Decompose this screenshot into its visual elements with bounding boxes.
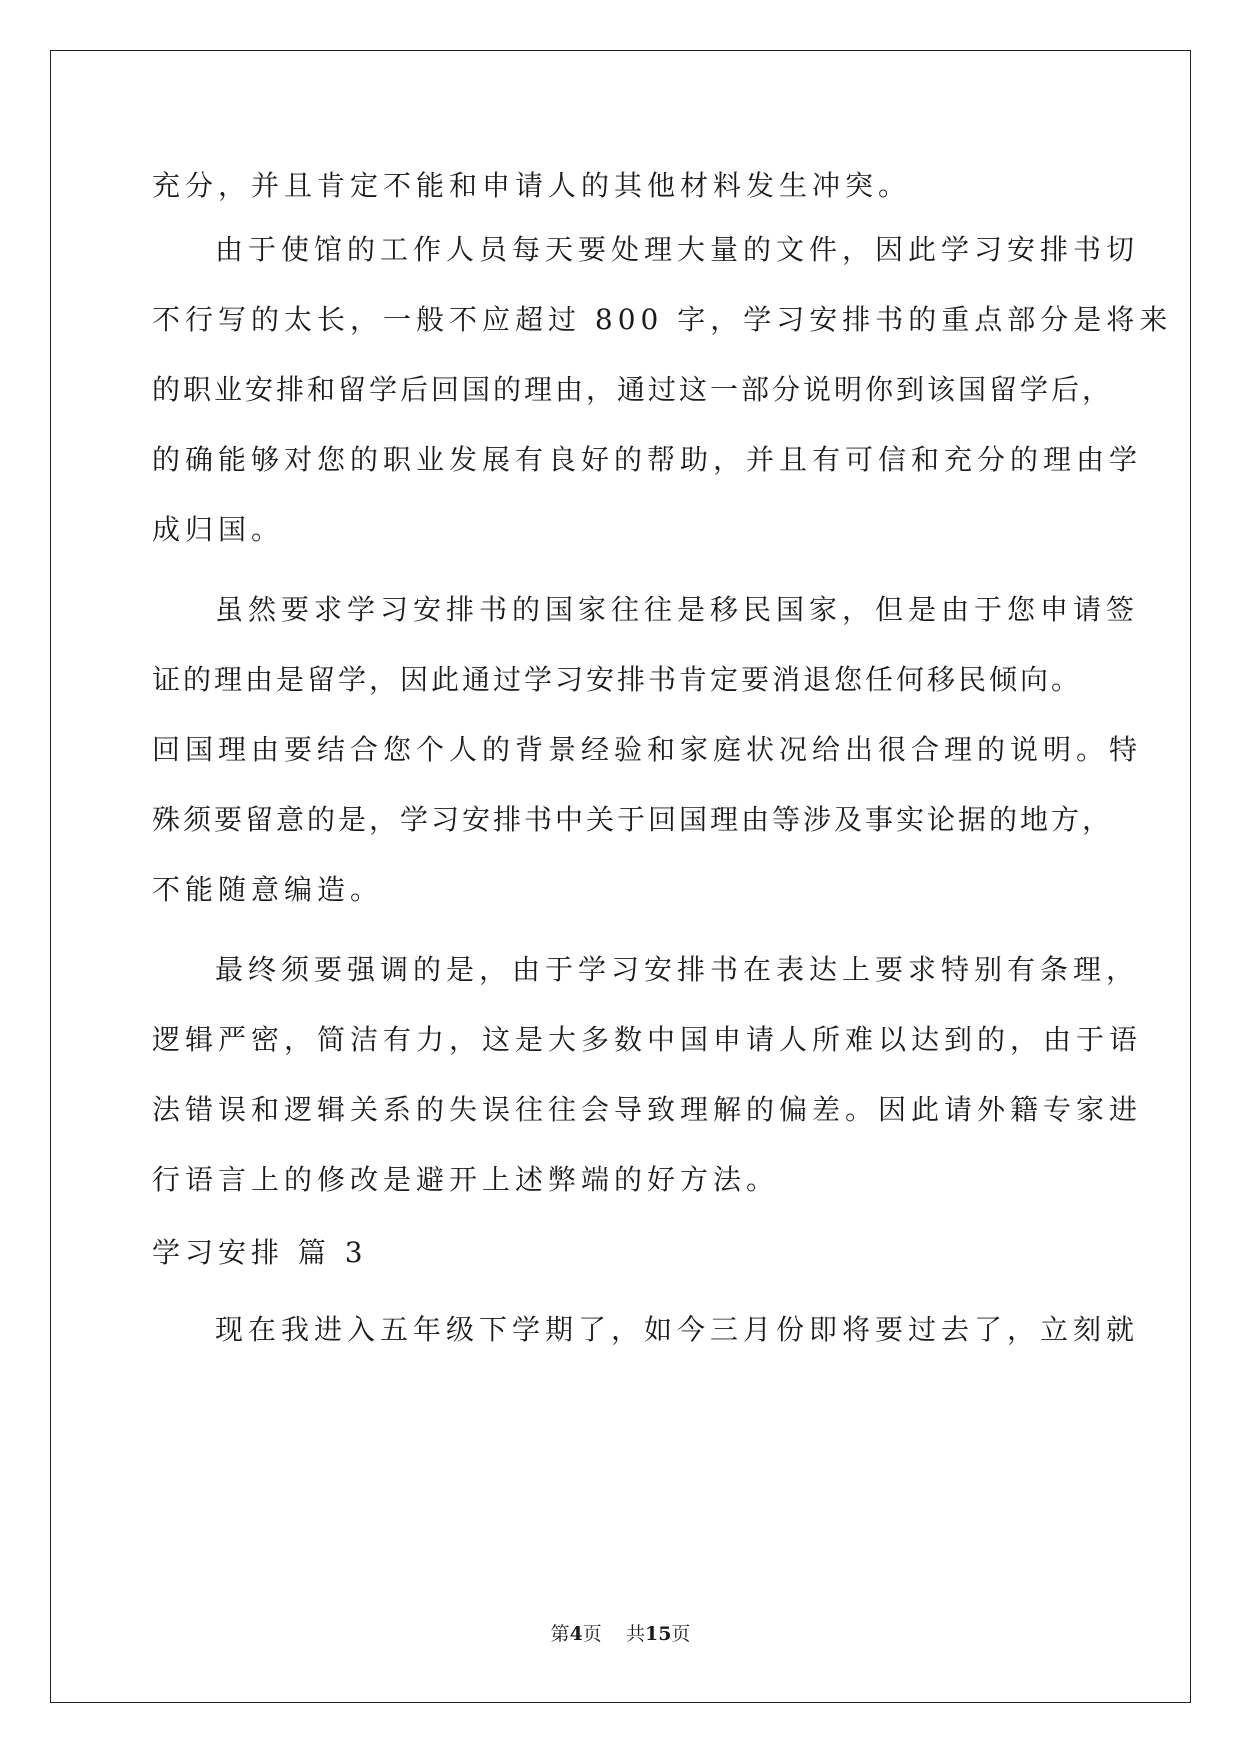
body-text-line: 殊须要留意的是，学习安排书中关于回国理由等涉及事实论据的地方， [152, 803, 1114, 836]
paragraph-start-line: 虽然要求学习安排书的国家往往是移民国家，但是由于您申请签 [215, 593, 1140, 626]
body-text-line: 的职业安排和留学后回国的理由，通过这一部分说明你到该国留学后， [152, 373, 1114, 406]
body-text-line: 逻辑严密，简洁有力，这是大多数中国申请人所难以达到的，由于语 [152, 1023, 1143, 1056]
footer-middle: 页 共 [582, 1623, 645, 1645]
body-text-line: 证的理由是留学，因此通过学习安排书肯定要消退您任何移民倾向。 [152, 663, 1083, 696]
body-text-line: 回国理由要结合您个人的背景经验和家庭状况给出很合理的说明。特 [152, 733, 1143, 766]
footer-suffix: 页 [671, 1623, 691, 1645]
body-text-line: 充分，并且肯定不能和申请人的其他材料发生冲突。 [152, 169, 912, 202]
body-text-line: 法错误和逻辑关系的失误往往会导致理解的偏差。因此请外籍专家进 [152, 1093, 1143, 1126]
footer-prefix: 第 [550, 1623, 570, 1645]
section-heading: 学习安排 篇 3 [152, 1236, 368, 1269]
page-number-footer [0, 1622, 1241, 1646]
body-text-line: 不能随意编造。 [152, 873, 384, 906]
body-text-line: 不行写的太长，一般不应超过 800 字，学习安排书的重点部分是将来 [152, 303, 1173, 336]
paragraph-start-line: 现在我进入五年级下学期了，如今三月份即将要过去了，立刻就 [215, 1313, 1140, 1346]
paragraph-start-line: 由于使馆的工作人员每天要处理大量的文件，因此学习安排书切 [215, 233, 1140, 266]
total-page-count: 15 [644, 1623, 672, 1645]
current-page-number: 4 [569, 1623, 583, 1645]
body-text-line: 成归国。 [152, 513, 285, 546]
body-text-line: 行语言上的修改是避开上述弊端的好方法。 [152, 1163, 780, 1196]
body-text-line: 的确能够对您的职业发展有良好的帮助，并且有可信和充分的理由学 [152, 443, 1143, 476]
paragraph-start-line: 最终须要强调的是，由于学习安排书在表达上要求特别有条理， [215, 953, 1140, 986]
